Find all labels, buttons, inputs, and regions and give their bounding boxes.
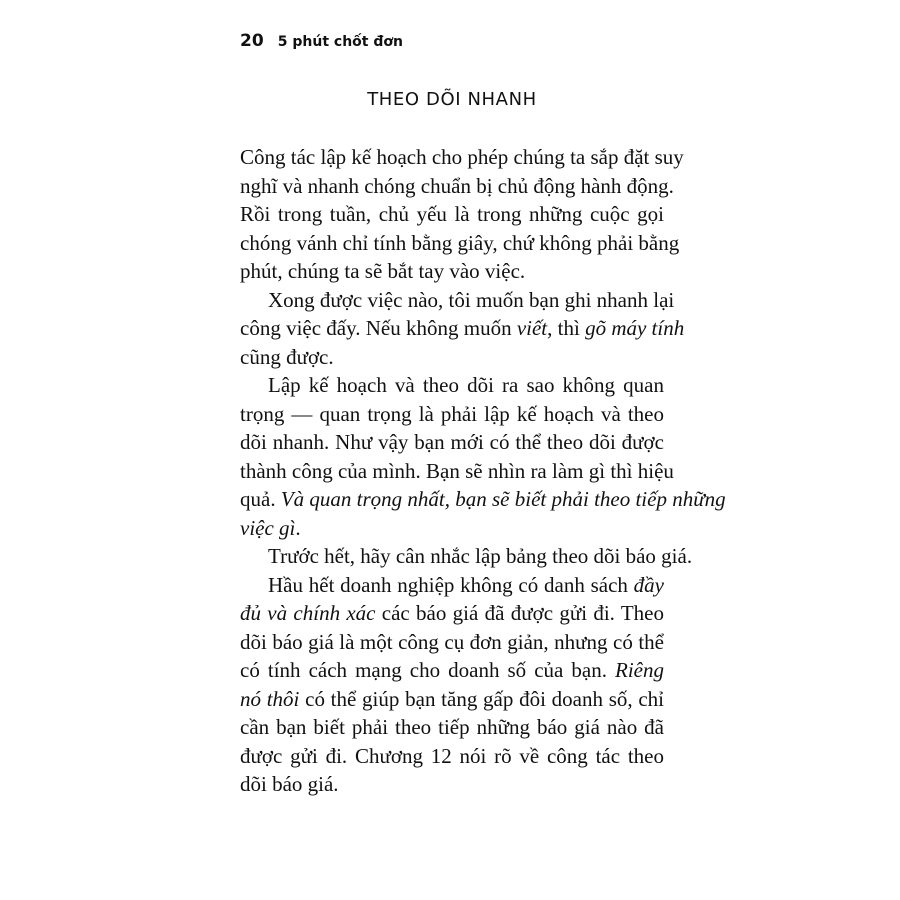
paragraph <box>240 143 684 286</box>
text-line: có tính cách mạng cho doanh số của bạn. Riêng <box>240 658 664 682</box>
text-line: thành công của mình. Bạn sẽ nhìn ra làm gì thì hiệu <box>240 458 674 483</box>
section-heading: THEO DÕI NHANH <box>367 89 537 110</box>
running-head <box>240 31 403 51</box>
text-line: Lập kế hoạch và theo dõi ra sao không quan <box>268 373 664 397</box>
text-line: chóng vánh chỉ tính bằng giây, chứ không phải bằng <box>240 230 680 255</box>
text-line: dõi nhanh. Như vậy bạn mới có thể theo dõi được <box>240 430 664 454</box>
text-line: nó thôi có thể giúp bạn tăng gấp đôi doanh số, chỉ <box>240 686 665 711</box>
body-text <box>240 143 726 799</box>
paragraph <box>240 571 664 799</box>
paragraph <box>240 371 726 542</box>
text-line: quả. Và quan trọng nhất, bạn sẽ biết phải theo tiếp những <box>240 487 726 511</box>
book-title: 5 phút chốt đơn <box>277 34 403 50</box>
text-line: cần bạn biết phải theo tiếp những báo giá nào đã <box>240 715 664 739</box>
text-line: việc gì. <box>240 515 301 540</box>
text-line: đủ và chính xác các báo giá đã được gửi đi. Theo <box>240 601 664 625</box>
text-line: Xong được việc nào, tôi muốn bạn ghi nhanh lại <box>268 287 675 312</box>
text-line: Hầu hết doanh nghiệp không có danh sách đầy <box>268 572 664 597</box>
text-line: dõi báo giá. <box>240 772 339 796</box>
text-line: dõi báo giá là một công cụ đơn giản, nhưng có thể <box>240 629 664 654</box>
text-line: trọng — quan trọng là phải lập kế hoạch và theo <box>240 401 664 426</box>
text-line: Trước hết, hãy cân nhắc lập bảng theo dõi báo giá. <box>268 544 693 568</box>
text-line: được gửi đi. Chương 12 nói rõ về công tác theo <box>240 743 664 768</box>
text-line: nghĩ và nhanh chóng chuẩn bị chủ động hành động. <box>240 173 674 198</box>
page-number: 20 <box>240 31 264 51</box>
text-line: phút, chúng ta sẽ bắt tay vào việc. <box>240 259 526 283</box>
paragraph <box>240 286 685 372</box>
text-line: Công tác lập kế hoạch cho phép chúng ta sắp đặt suy <box>240 145 684 169</box>
text-line: công việc đấy. Nếu không muốn viết, thì gõ máy tính <box>240 316 685 340</box>
text-line: cũng được. <box>240 344 334 369</box>
paragraph <box>240 542 693 571</box>
text-line: Rồi trong tuần, chủ yếu là trong những cuộc gọi <box>240 202 664 226</box>
